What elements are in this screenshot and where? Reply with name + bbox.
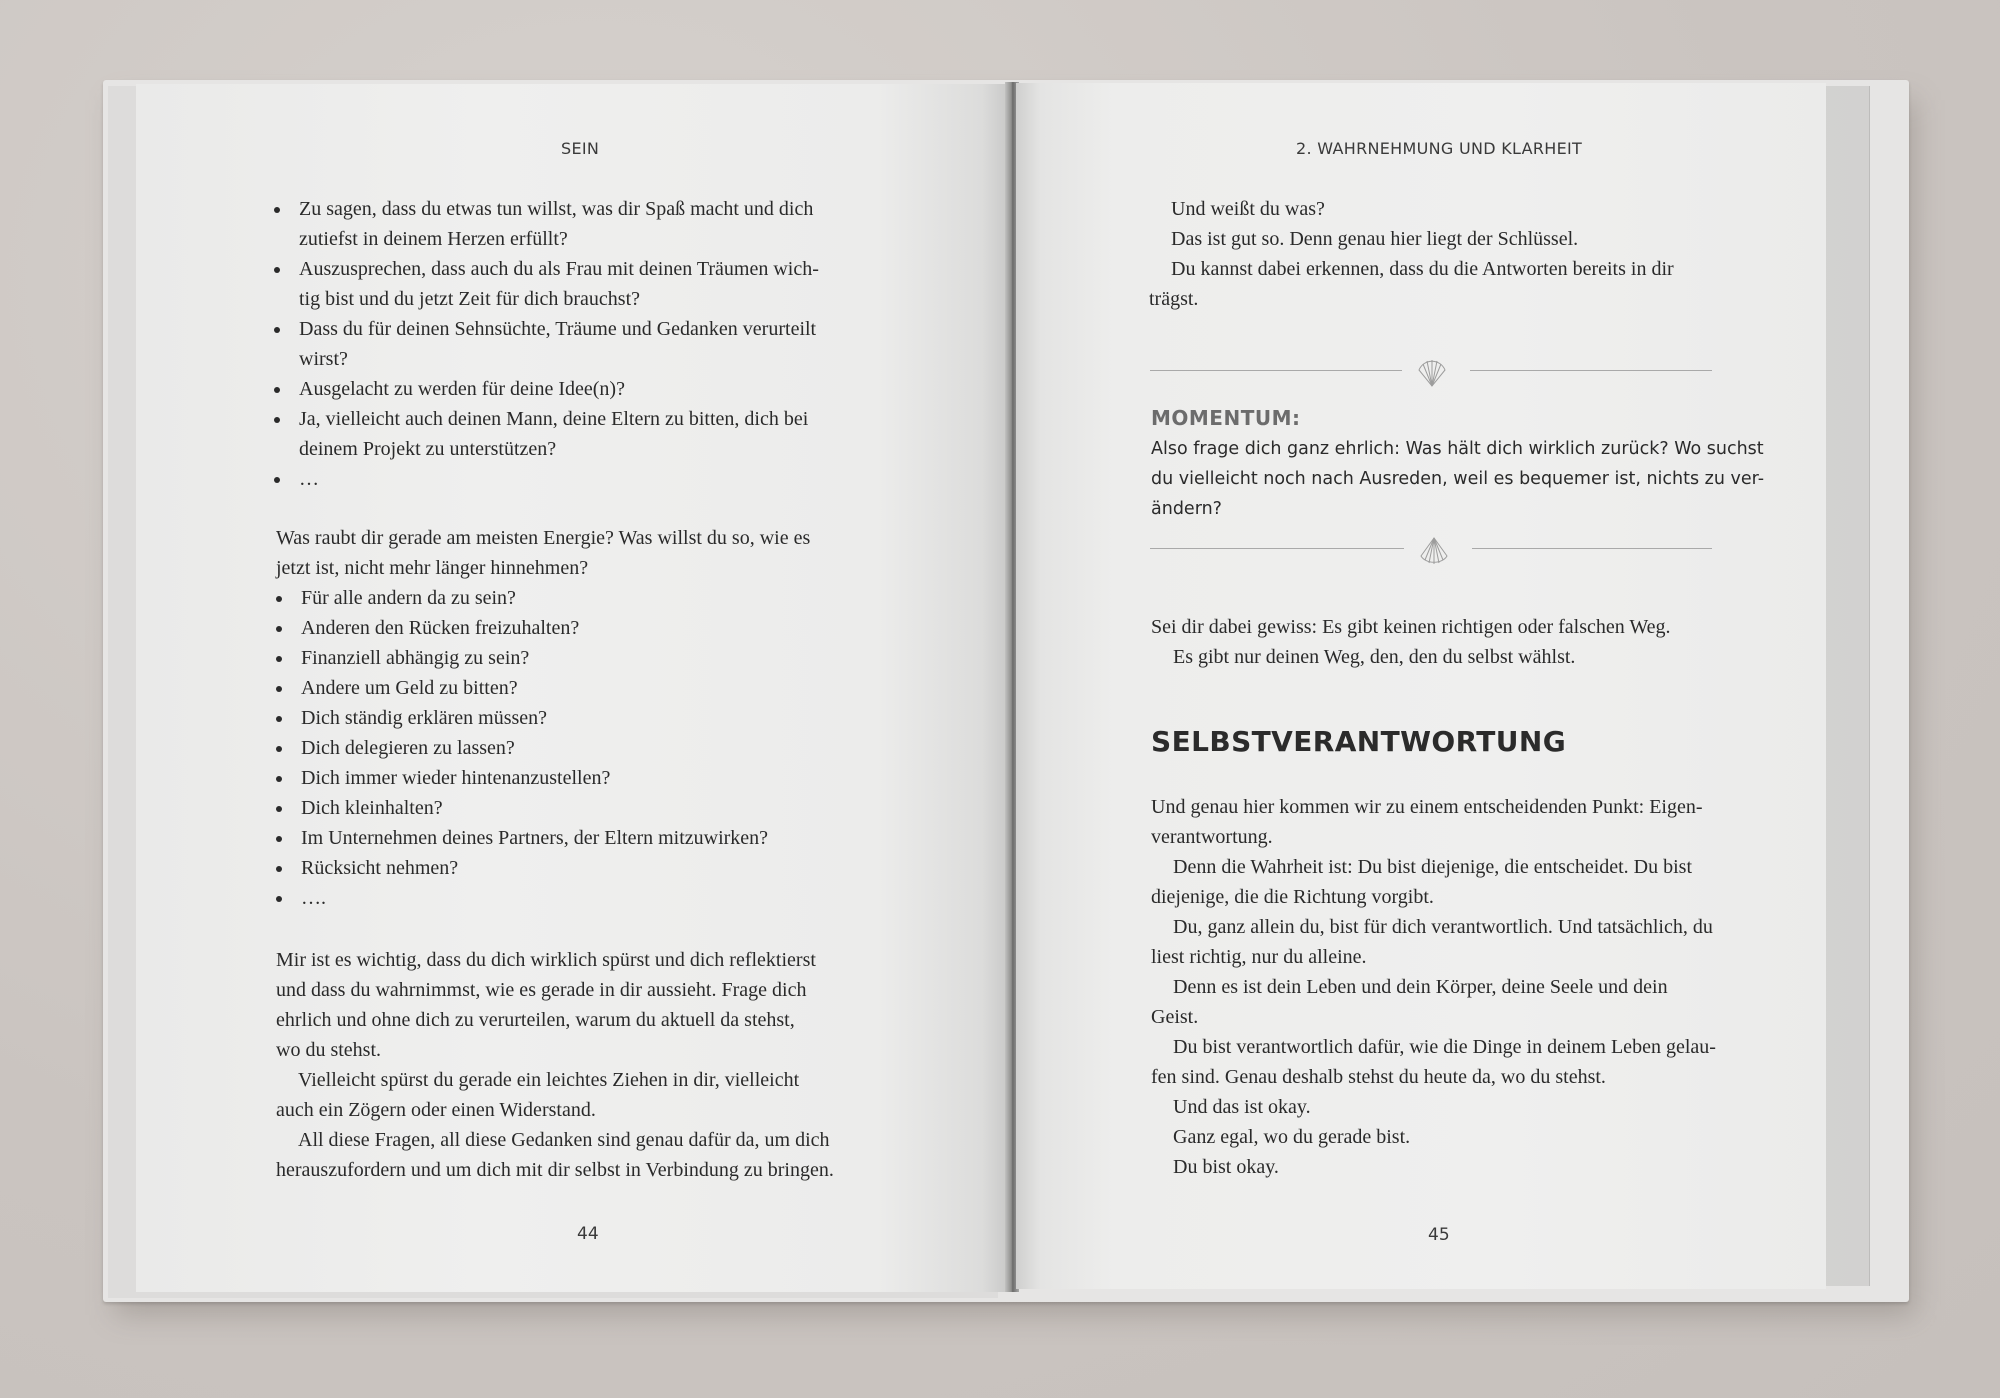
bullet-line: deinem Projekt zu unterstützen? [299, 438, 557, 460]
momentum-line: Also frage dich ganz ehrlich: Was hält dich wirklich zurück? Wo suchst [1151, 439, 1764, 459]
text-line: Ganz egal, wo du gerade bist. [1173, 1126, 1411, 1148]
text-line: herauszufordern und um dich mit dir selbst in Verbindung zu bringen. [276, 1159, 834, 1181]
text-line: verantwortung. [1151, 826, 1273, 848]
text-line: Es gibt nur deinen Weg, den, den du selbst wählst. [1173, 646, 1576, 668]
bullet-line: … [299, 468, 319, 490]
bullet-item: Für alle andern da zu sein? [276, 583, 896, 613]
bullet-line: Ausgelacht zu werden für deine Idee(n)? [299, 378, 625, 400]
text-line: diejenige, die die Richtung vorgibt. [1151, 886, 1434, 908]
certainty-paragraph [1151, 612, 1671, 672]
shell-ornament-icon [1415, 356, 1449, 390]
left-question-paragraph [276, 523, 810, 583]
bullet-item: Im Unternehmen deines Partners, der Eltern mitzuwirken? [276, 823, 896, 853]
text-line: Das ist gut so. Denn genau hier liegt der Schlüssel. [1171, 228, 1579, 250]
shell-ornament-icon [1417, 534, 1451, 568]
text-line: Geist. [1151, 1006, 1199, 1028]
bullet-item [274, 374, 894, 404]
bullet-item: Andere um Geld zu bitten? [276, 673, 896, 703]
momentum-line: du vielleicht noch nach Ausreden, weil es bequemer ist, nichts zu ver- [1151, 469, 1765, 489]
right-running-head: 2. WAHRNEHMUNG UND KLARHEIT [1296, 139, 1583, 158]
bullet-item [274, 314, 894, 374]
right-opening-paragraph [1149, 194, 1674, 314]
bullet-item: Dich kleinhalten? [276, 793, 896, 823]
text-line: fen sind. Genau deshalb stehst du heute da, wo du stehst. [1151, 1066, 1606, 1088]
bullet-line: Auszusprechen, dass auch du als Frau mit deinen Träumen wich- [299, 258, 819, 280]
section-body [1151, 792, 1716, 1182]
text-line: Vielleicht spürst du gerade ein leichtes Ziehen in dir, vielleicht [298, 1069, 800, 1091]
bullet-item: Finanziell abhängig zu sein? [276, 643, 896, 673]
left-bullet-list-1 [274, 194, 894, 494]
text-line: Du, ganz allein du, bist für dich verantwortlich. Und tatsächlich, du [1173, 916, 1713, 938]
bullet-line: wirst? [299, 348, 348, 370]
ornament-divider-top [1150, 356, 1712, 386]
bullet-item [274, 254, 894, 314]
text-line: Mir ist es wichtig, dass du dich wirklich spürst und dich reflektierst [276, 949, 816, 971]
text-line: Sei dir dabei gewiss: Es gibt keinen richtigen oder falschen Weg. [1151, 616, 1671, 638]
bullet-line: Zu sagen, dass du etwas tun willst, was dir Spaß macht und dich [299, 198, 814, 220]
text-line: liest richtig, nur du alleine. [1151, 946, 1367, 968]
section-heading: SELBSTVERANTWORTUNG [1151, 725, 1567, 758]
bullet-line: Ja, vielleicht auch deinen Mann, deine Eltern zu bitten, dich bei [299, 408, 809, 430]
text-line: Und das ist okay. [1173, 1096, 1311, 1118]
bullet-item [274, 404, 894, 464]
text-line: ehrlich und ohne dich zu verurteilen, warum du aktuell da stehst, [276, 1009, 795, 1031]
momentum-line: ändern? [1151, 499, 1222, 519]
bullet-item: …. [276, 883, 896, 913]
right-page-number: 45 [1428, 1225, 1450, 1245]
bullet-item: Dich ständig erklären müssen? [276, 703, 896, 733]
bullet-line: zutiefst in deinem Herzen erfüllt? [299, 228, 568, 250]
left-page-number: 44 [577, 1224, 599, 1244]
left-bullet-list-2 [276, 583, 896, 913]
bullet-line: Dass du für deinen Sehnsüchte, Träume und Gedanken verurteilt [299, 318, 817, 340]
left-running-head: SEIN [561, 139, 600, 158]
text-line: trägst. [1149, 288, 1199, 310]
text-line: wo du stehst. [276, 1039, 381, 1061]
left-closing-paragraphs [276, 945, 834, 1185]
text-line: Denn es ist dein Leben und dein Körper, deine Seele und dein [1173, 976, 1668, 998]
text-line: jetzt ist, nicht mehr länger hinnehmen? [276, 557, 589, 579]
bullet-item [274, 464, 894, 494]
momentum-label: MOMENTUM: [1151, 406, 1301, 430]
text-line: Was raubt dir gerade am meisten Energie? Was willst du so, wie es [276, 527, 811, 549]
text-line: Du bist okay. [1173, 1156, 1279, 1178]
text-line: und dass du wahrnimmst, wie es gerade in dir aussieht. Frage dich [276, 979, 807, 1001]
momentum-text [1151, 434, 1764, 524]
bullet-item: Rücksicht nehmen? [276, 853, 896, 883]
bullet-item: Dich delegieren zu lassen? [276, 733, 896, 763]
bullet-item [274, 194, 894, 254]
ornament-divider-bottom [1150, 534, 1712, 564]
text-line: Und genau hier kommen wir zu einem entscheidenden Punkt: Eigen- [1151, 796, 1703, 818]
bullet-item: Dich immer wieder hintenanzustellen? [276, 763, 896, 793]
text-line: auch ein Zögern oder einen Widerstand. [276, 1099, 596, 1121]
bullet-line: tig bist und du jetzt Zeit für dich brauchst? [299, 288, 641, 310]
bullet-item: Anderen den Rücken freizuhalten? [276, 613, 896, 643]
text-line: Und weißt du was? [1171, 198, 1325, 220]
text-line: All diese Fragen, all diese Gedanken sind genau dafür da, um dich [298, 1129, 830, 1151]
text-line: Du kannst dabei erkennen, dass du die Antworten bereits in dir [1171, 258, 1674, 280]
text-line: Denn die Wahrheit ist: Du bist diejenige, die entscheidet. Du bist [1173, 856, 1693, 878]
text-line: Du bist verantwortlich dafür, wie die Dinge in deinem Leben gelau- [1173, 1036, 1716, 1058]
